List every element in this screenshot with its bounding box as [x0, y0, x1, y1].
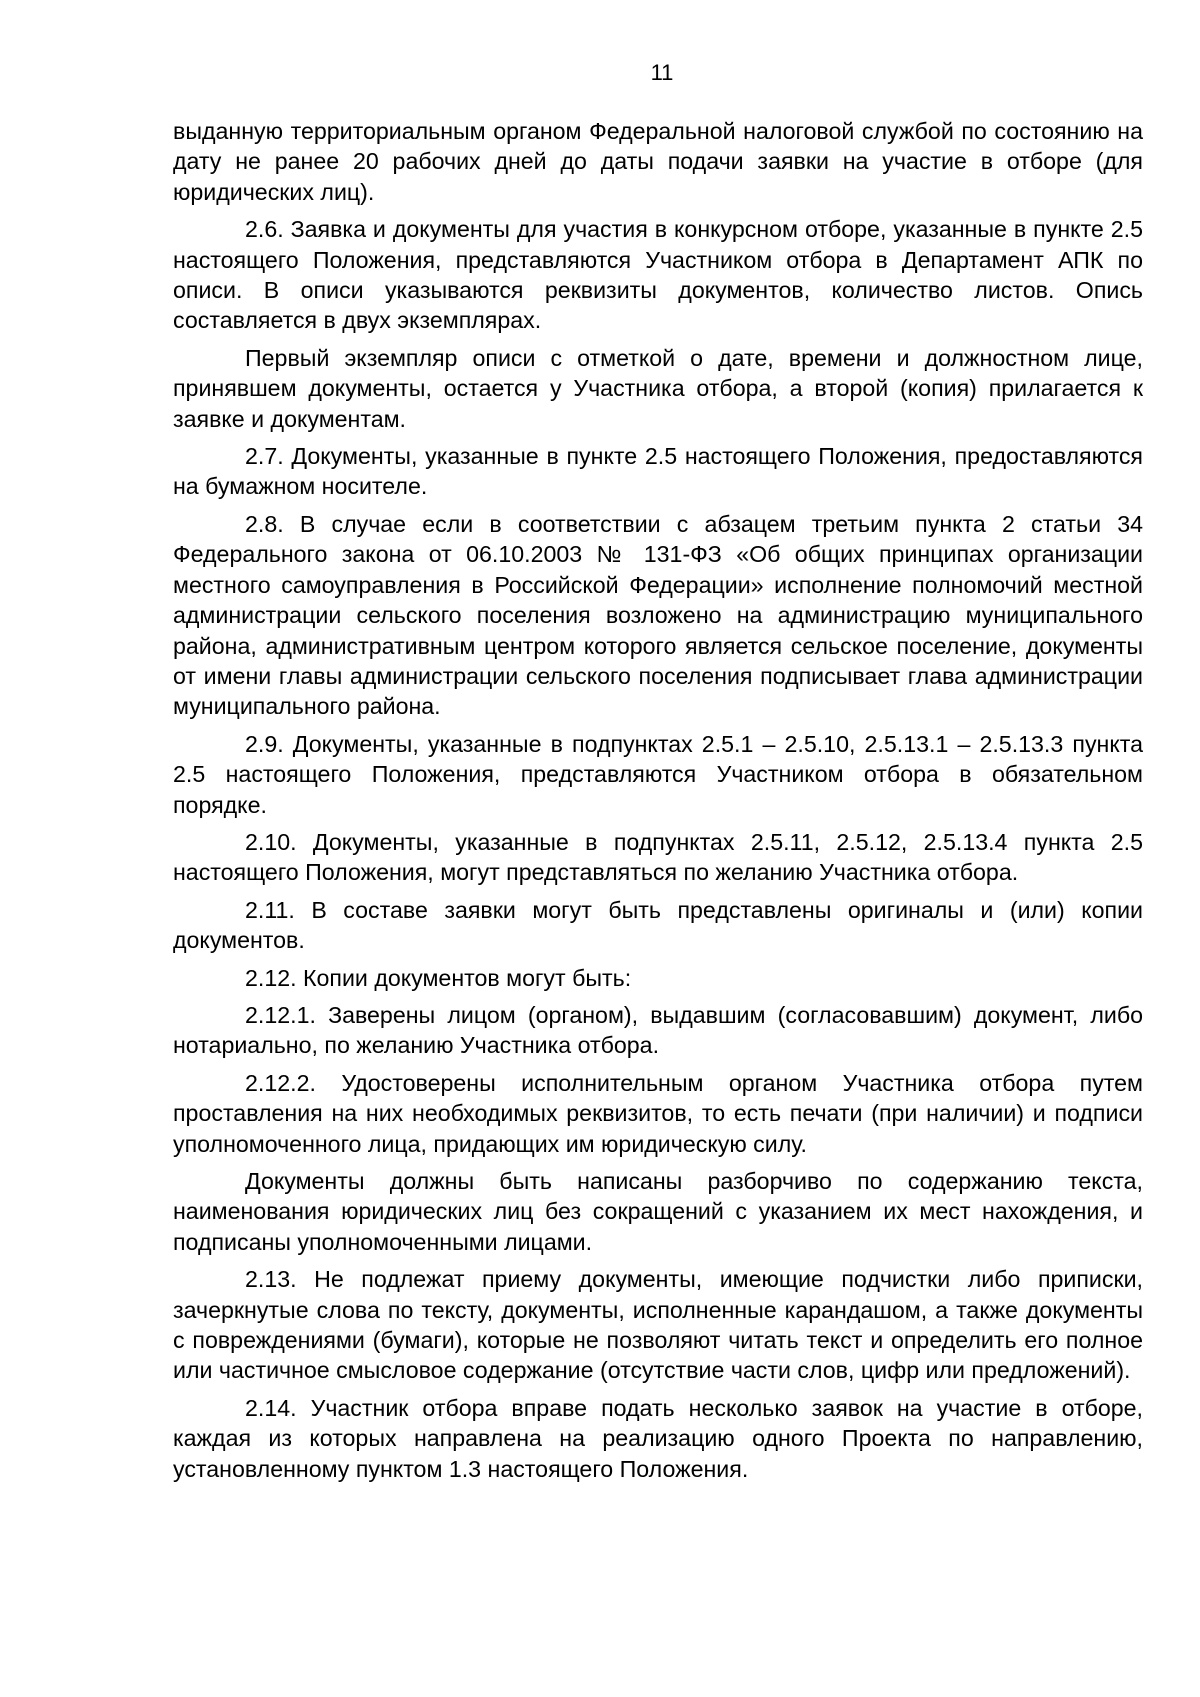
paragraph-inventory-copy: Первый экземпляр описи с отметкой о дате, времени и должностном лице, принявшем документы, остается у Участника отбора, а второй (копия) прилагается к заявке и документам. [173, 344, 1143, 432]
paragraph-2-12-2: 2.12.2. Удостоверены исполнительным органом Участника отбора путем проставления на них необходимых реквизитов, то есть печати (при наличии) и подписи уполномоченного лица, придающих им юридическую силу. [173, 1069, 1143, 1157]
paragraph-2-13: 2.13. Не подлежат приему документы, имеющие подчистки либо приписки, зачеркнутые слова по тексту, документы, исполненные карандашом, а также документы с повреждениями (бумаги), которые не позволяют читать текст и определить его полное или частичное смысловое содержание (отсутствие части слов, цифр или предложений). [173, 1266, 1143, 1384]
page-number: 11 [650, 60, 674, 85]
paragraph-2-14: 2.14. Участник отбора вправе подать несколько заявок на участие в отборе, каждая из которых направлена на реализацию одного Проекта по направлению, установленному пунктом 1.3 настоящего Положения. [173, 1394, 1143, 1482]
paragraph-2-10: 2.10. Документы, указанные в подпунктах 2.5.11, 2.5.12, 2.5.13.4 пункта 2.5 настоящего Положения, могут представляться по желанию Участника отбора. [173, 828, 1143, 886]
paragraph-2-7: 2.7. Документы, указанные в пункте 2.5 настоящего Положения, предоставляются на бумажном носителе. [173, 443, 1143, 500]
document-body [173, 116, 1143, 1491]
paragraph-2-6: 2.6. Заявка и документы для участия в конкурсном отборе, указанные в пункте 2.5 настоящего Положения, представляются Участником отбора в Департамент АПК по описи. В описи указываются реквизиты документов, количество листов. Опись составляется в двух экземплярах. [173, 216, 1143, 334]
paragraph-2-11: 2.11. В составе заявки могут быть представлены оригиналы и (или) копии документов. [173, 896, 1143, 954]
paragraph-2-9: 2.9. Документы, указанные в подпунктах 2.5.1 – 2.5.10, 2.5.13.1 – 2.5.13.3 пункта 2.5 настоящего Положения, представляются Участником отбора в обязательном порядке. [173, 730, 1143, 818]
paragraph-2-12-1: 2.12.1. Заверены лицом (органом), выдавшим (согласовавшим) документ, либо нотариально, по желанию Участника отбора. [173, 1001, 1143, 1059]
paragraph-continuation: выданную территориальным органом Федеральной налоговой службой по состоянию на дату не ранее 20 рабочих дней до даты подачи заявки на участие в отборе (для юридических лиц). [173, 118, 1143, 205]
paragraph-2-8: 2.8. В случае если в соответствии с абзацем третьим пункта 2 статьи 34 Федерального закона от 06.10.2003 № 131-ФЗ «Об общих принципах организации местного самоуправления в Российской Федерации» исполнение полномочий местной администрации сельского поселения возложено на администрацию муниципального района, административным центром которого является сельское поселение, документы от имени главы администрации сельского поселения подписывает глава администрации муниципального района. [173, 510, 1143, 720]
paragraph-2-12: 2.12. Копии документов могут быть: [245, 964, 632, 991]
paragraph-documents-legibility: Документы должны быть написаны разборчиво по содержанию текста, наименования юридических лиц без сокращений с указанием их мест нахождения, и подписаны уполномоченными лицами. [173, 1168, 1143, 1255]
